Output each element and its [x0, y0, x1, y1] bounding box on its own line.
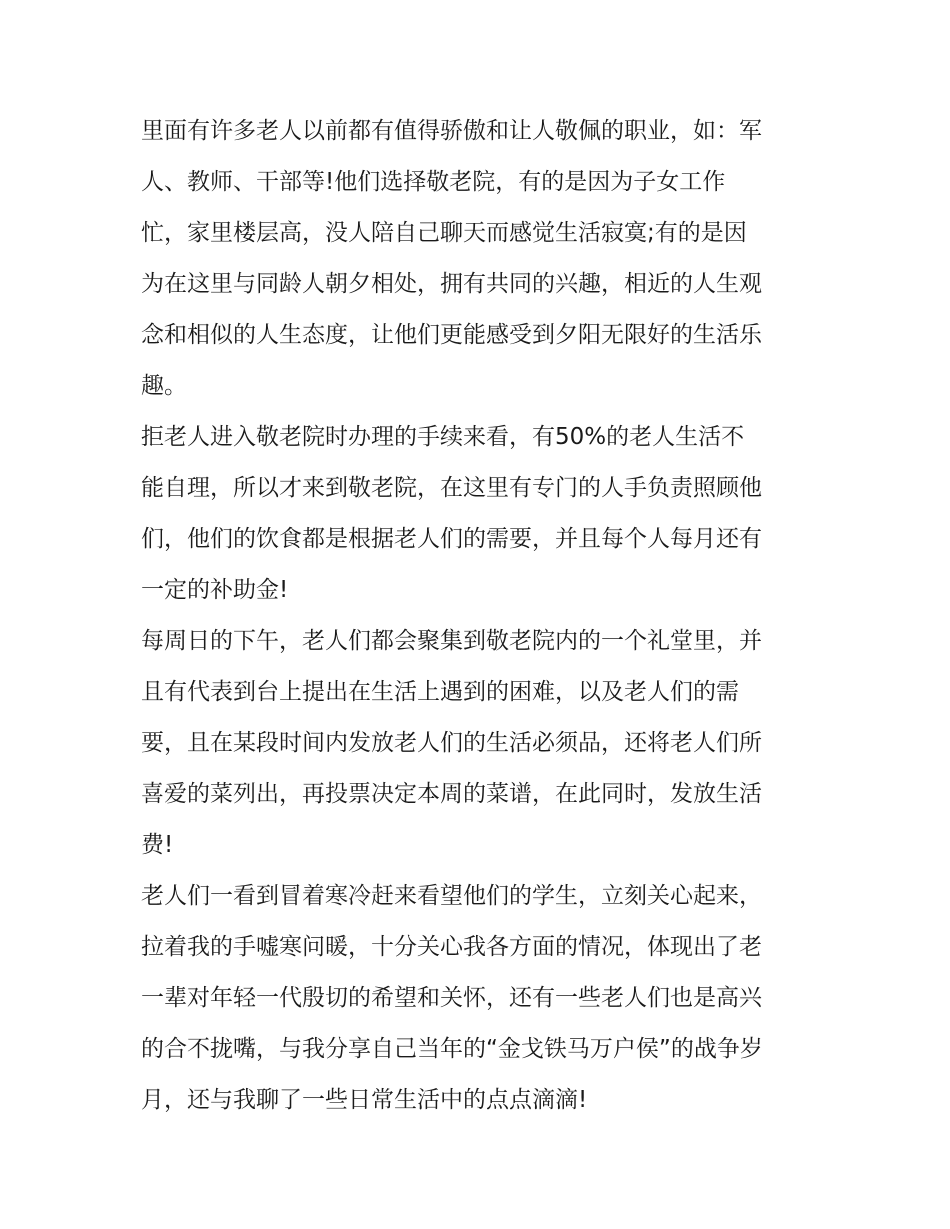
text-line: 们，他们的饮食都是根据老人们的需要，并且每个人每月还有	[141, 526, 762, 552]
text-line: 趣。	[141, 373, 187, 399]
text-line: 要，且在某段时间内发放老人们的生活必须品，还将老人们所	[141, 730, 762, 756]
text-line: 一定的补助金!	[141, 577, 289, 603]
text-line: 老人们一看到冒着寒冷赶来看望他们的学生，立刻关心起来，	[141, 883, 762, 909]
paragraph-1	[141, 106, 813, 412]
paragraph-2	[141, 412, 813, 616]
text-line: 人、教师、干部等!他们选择敬老院，有的是因为子女工作	[141, 169, 726, 195]
text-line: 拒老人进入敬老院时办理的手续来看，有50%的老人生活不	[141, 424, 745, 450]
text-line: 念和相似的人生态度，让他们更能感受到夕阳无限好的生活乐	[141, 322, 762, 348]
text-line: 的合不拢嘴，与我分享自己当年的“金戈铁马万户侯”的战争岁	[141, 1036, 763, 1062]
text-line: 喜爱的菜列出，再投票决定本周的菜谱，在此同时，发放生活	[141, 781, 762, 807]
text-line: 里面有许多老人以前都有值得骄傲和让人敬佩的职业，如：军	[141, 118, 762, 144]
text-line: 且有代表到台上提出在生活上遇到的困难，以及老人们的需	[141, 679, 739, 705]
text-line: 月，还与我聊了一些日常生活中的点点滴滴!	[141, 1087, 588, 1113]
text-line: 为在这里与同龄人朝夕相处，拥有共同的兴趣，相近的人生观	[141, 271, 762, 297]
text-line: 费!	[141, 832, 174, 858]
paragraph-3	[141, 616, 813, 871]
text-line: 能自理，所以才来到敬老院，在这里有专门的人手负责照顾他	[141, 475, 762, 501]
text-line: 拉着我的手嘘寒问暖，十分关心我各方面的情况，体现出了老	[141, 934, 762, 960]
text-line: 忙，家里楼层高，没人陪自己聊天而感觉生活寂寞;有的是因	[141, 220, 747, 246]
text-line: 每周日的下午，老人们都会聚集到敬老院内的一个礼堂里，并	[141, 628, 762, 654]
paragraph-4	[141, 871, 813, 1126]
document-body	[141, 106, 813, 1126]
text-line: 一辈对年轻一代殷切的希望和关怀，还有一些老人们也是高兴	[141, 985, 762, 1011]
